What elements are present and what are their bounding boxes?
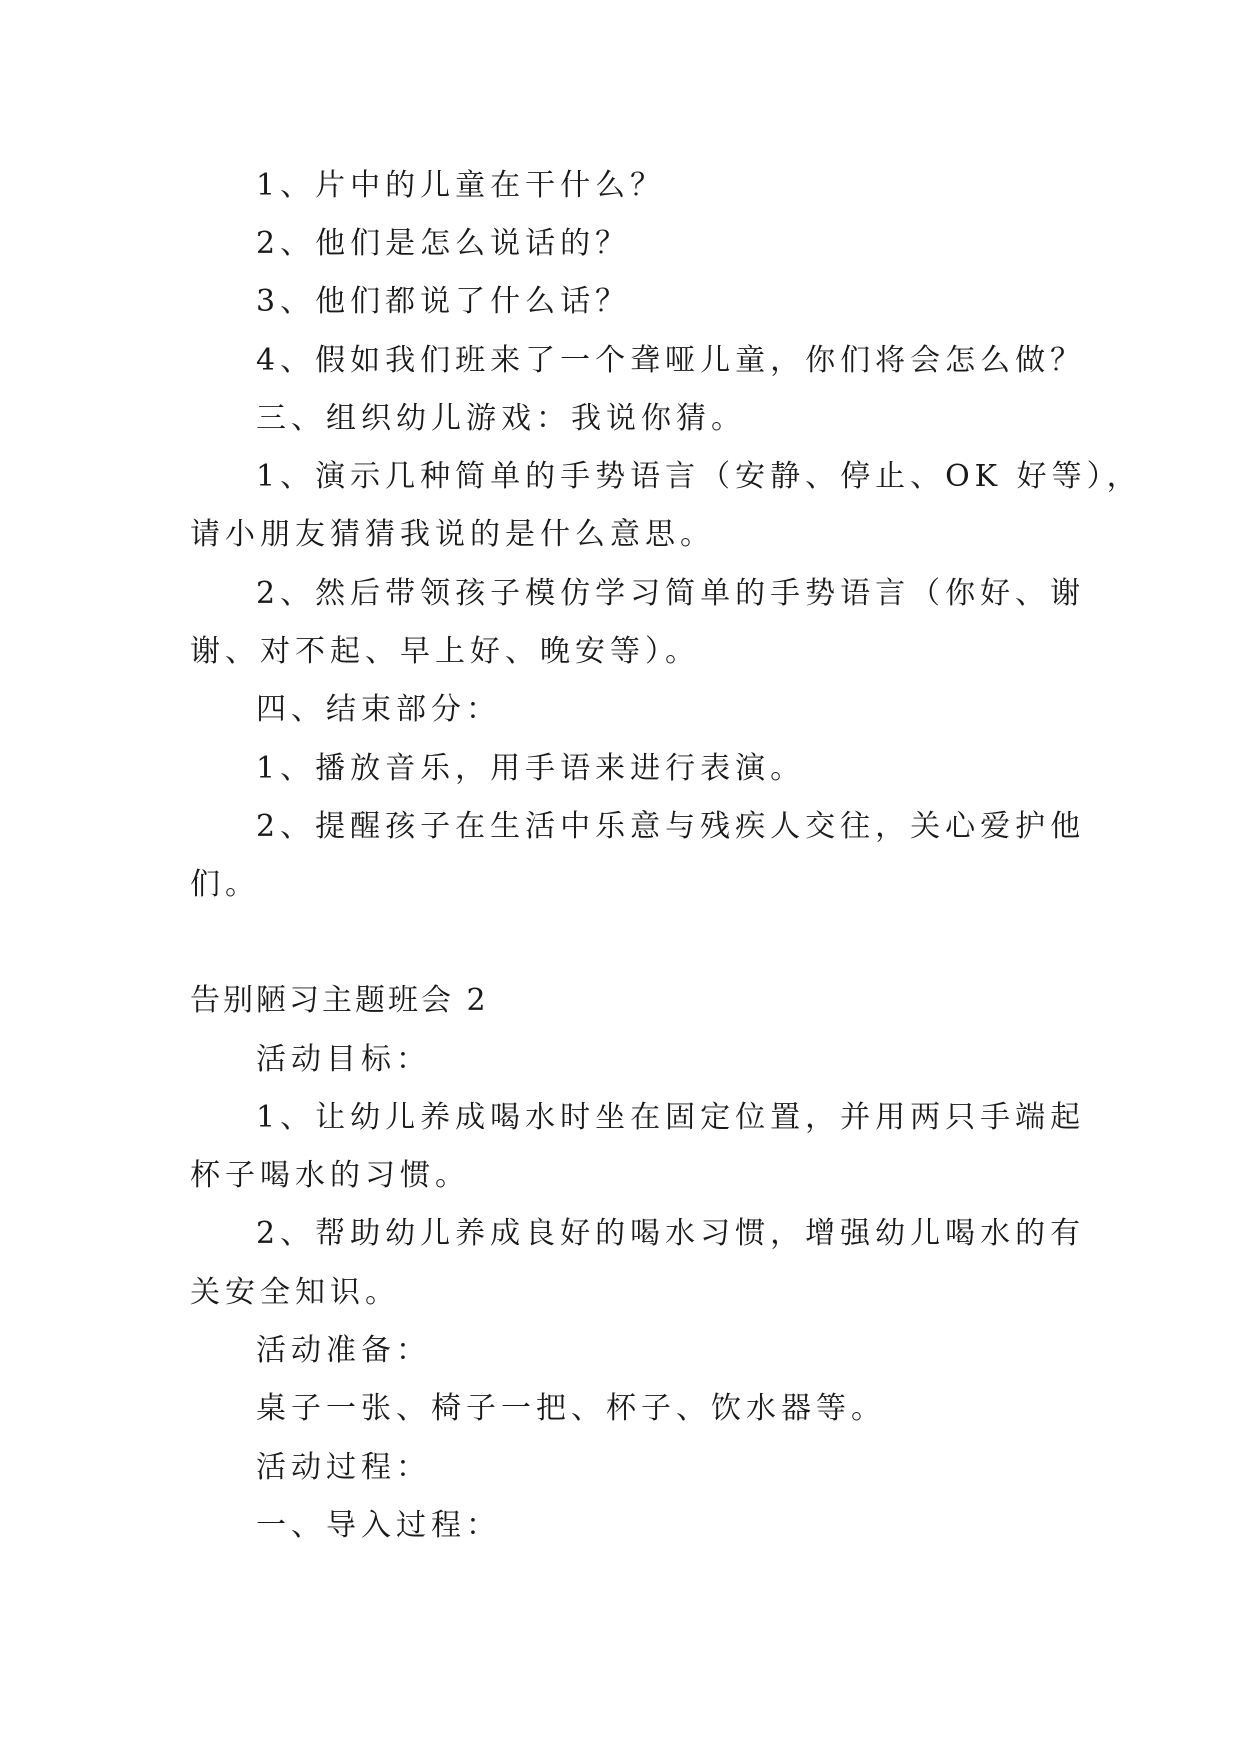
paragraph-line: 1、让幼儿养成喝水时坐在固定位置，并用两只手端起: [256, 1100, 1086, 1135]
paragraph-line: 谢、对不起、早上好、晚安等）。: [190, 634, 700, 669]
question-3: 3、他们都说了什么话？: [256, 284, 631, 319]
activity-goals-heading: 活动目标：: [256, 1042, 431, 1077]
activity-prep-heading: 活动准备：: [256, 1333, 431, 1368]
paragraph-line: 关安全知识。: [190, 1275, 400, 1310]
paragraph-line: 1、演示几种简单的手势语言（安静、停止、OK 好等），: [256, 459, 1142, 494]
section-three-heading: 三、组织幼儿游戏：我说你猜。: [256, 401, 746, 436]
paragraph-line: 2、提醒孩子在生活中乐意与残疾人交往，关心爱护他: [256, 809, 1086, 844]
question-2: 2、他们是怎么说话的？: [256, 226, 631, 261]
paragraph-line: 2、帮助幼儿养成良好的喝水习惯，增强幼儿喝水的有: [256, 1216, 1086, 1251]
activity-process-heading: 活动过程：: [256, 1450, 431, 1485]
paragraph-line: 们。: [190, 867, 260, 902]
paragraph-line: 请小朋友猜猜我说的是什么意思。: [190, 517, 715, 552]
question-1: 1、片中的儿童在干什么？: [256, 168, 666, 203]
document-title: 告别陋习主题班会 2: [190, 983, 489, 1018]
paragraph-line: 杯子喝水的习惯。: [190, 1158, 470, 1193]
paragraph-line: 1、播放音乐，用手语来进行表演。: [256, 751, 806, 786]
section-four-heading: 四、结束部分：: [256, 692, 501, 727]
question-4: 4、假如我们班来了一个聋哑儿童，你们将会怎么做？: [256, 343, 1086, 378]
paragraph-line: 桌子一张、椅子一把、杯子、饮水器等。: [256, 1391, 886, 1426]
paragraph-line: 2、然后带领孩子模仿学习简单的手势语言（你好、谢: [256, 576, 1086, 611]
section-one-heading: 一、导入过程：: [256, 1508, 501, 1543]
